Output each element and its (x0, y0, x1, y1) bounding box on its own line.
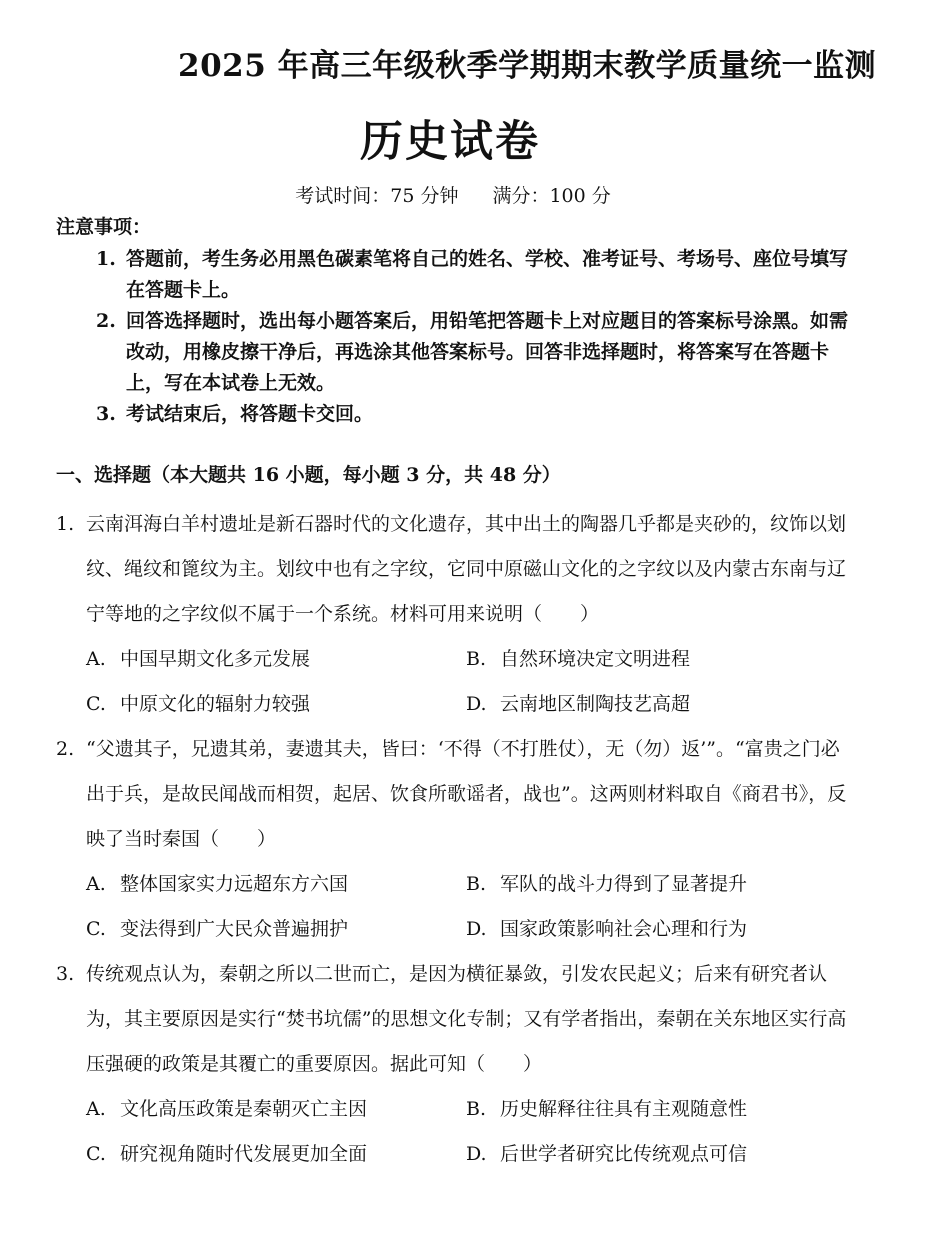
notice-list (96, 244, 856, 430)
option-letter: A. (86, 1098, 106, 1120)
option-letter: C. (86, 693, 106, 715)
option-b (466, 637, 846, 682)
option-d (466, 907, 846, 952)
notice-item (96, 399, 856, 430)
question-1 (56, 502, 856, 727)
notice-item-number: 2. (96, 310, 116, 332)
option-b (466, 1087, 846, 1132)
notice-heading: 注意事项： (56, 216, 152, 238)
option-text: 研究视角随时代发展更加全面 (120, 1143, 368, 1165)
question-number: 1. (56, 513, 75, 535)
option-d (466, 1132, 846, 1177)
option-letter: D. (466, 693, 487, 715)
option-letter: A. (86, 873, 106, 895)
notice-item (96, 306, 856, 399)
option-c (86, 907, 466, 952)
question-text: 云南洱海白羊村遗址是新石器时代的文化遗存，其中出土的陶器几乎都是夹砂的，纹饰以划纹、绳纹和篦纹为主。划纹中也有之字纹，它同中原磁山文化的之字纹以及内蒙古东南与辽宁等地的之字纹似不属于一个系统。材料可用来说明（ ） (86, 513, 847, 625)
full-score: 满分：100 分 (492, 185, 611, 207)
exam-title: 2025 年高三年级秋季学期期末教学质量统一监测 (178, 48, 877, 84)
question-stem (56, 502, 856, 637)
question-text: “父遗其子，兄遗其弟，妻遗其夫，皆曰：‘不得（不打胜仗），无（勿）返’”。“富贵之门必出于兵，是故民闻战而相贺，起居、饮食所歌谣者，战也”。这两则材料取自《商君书》，反映了当时秦国（ ） (86, 738, 847, 850)
option-text: 自然环境决定文明进程 (500, 648, 691, 670)
question-stem (56, 952, 856, 1087)
option-text: 文化高压政策是秦朝灭亡主因 (120, 1098, 368, 1120)
question-number: 2. (56, 738, 75, 760)
notice-item (96, 244, 856, 306)
option-letter: D. (466, 1143, 487, 1165)
question-list (56, 502, 856, 1177)
question-3 (56, 952, 856, 1177)
question-text: 传统观点认为，秦朝之所以二世而亡，是因为横征暴敛，引发农民起义；后来有研究者认为，其主要原因是实行“焚书坑儒”的思想文化专制；又有学者指出，秦朝在关东地区实行高压强硬的政策是其覆亡的重要原因。据此可知（ ） (86, 963, 847, 1075)
notice-item-text: 回答选择题时，选出每小题答案后，用铅笔把答题卡上对应题目的答案标号涂黑。如需改动，用橡皮擦干净后，再选涂其他答案标号。回答非选择题时，将答案写在答题卡上，写在本试卷上无效。 (126, 310, 849, 394)
option-text: 中国早期文化多元发展 (120, 648, 311, 670)
option-d (466, 682, 846, 727)
option-a (86, 637, 466, 682)
option-text: 后世学者研究比传统观点可信 (500, 1143, 748, 1165)
option-text: 历史解释往往具有主观随意性 (500, 1098, 748, 1120)
question-stem (56, 727, 856, 862)
notice-item-number: 3. (96, 403, 116, 425)
notice-item-number: 1. (96, 248, 116, 270)
option-text: 整体国家实力远超东方六国 (120, 873, 349, 895)
option-letter: C. (86, 1143, 106, 1165)
notice-item-text: 答题前，考生务必用黑色碳素笔将自己的姓名、学校、准考证号、考场号、座位号填写在答题卡上。 (126, 248, 849, 301)
option-b (466, 862, 846, 907)
option-list (56, 637, 856, 727)
option-letter: B. (466, 1098, 487, 1120)
option-c (86, 682, 466, 727)
option-list (56, 862, 856, 952)
section-heading: 一、选择题（本大题共 16 小题，每小题 3 分，共 48 分） (56, 464, 561, 486)
option-letter: A. (86, 648, 106, 670)
option-text: 军队的战斗力得到了显著提升 (500, 873, 748, 895)
exam-time: 考试时间：75 分钟 (295, 185, 459, 207)
subject-title: 历史试卷 (360, 117, 540, 167)
option-a (86, 862, 466, 907)
option-letter: D. (466, 918, 487, 940)
exam-info (0, 181, 906, 208)
option-letter: B. (466, 873, 487, 895)
option-c (86, 1132, 466, 1177)
question-2 (56, 727, 856, 952)
option-text: 变法得到广大民众普遍拥护 (120, 918, 349, 940)
option-list (56, 1087, 856, 1177)
option-letter: B. (466, 648, 487, 670)
option-text: 中原文化的辐射力较强 (120, 693, 311, 715)
option-a (86, 1087, 466, 1132)
question-number: 3. (56, 963, 75, 985)
option-text: 云南地区制陶技艺高超 (500, 693, 691, 715)
option-text: 国家政策影响社会心理和行为 (500, 918, 748, 940)
notice-item-text: 考试结束后，将答题卡交回。 (126, 403, 374, 425)
option-letter: C. (86, 918, 106, 940)
